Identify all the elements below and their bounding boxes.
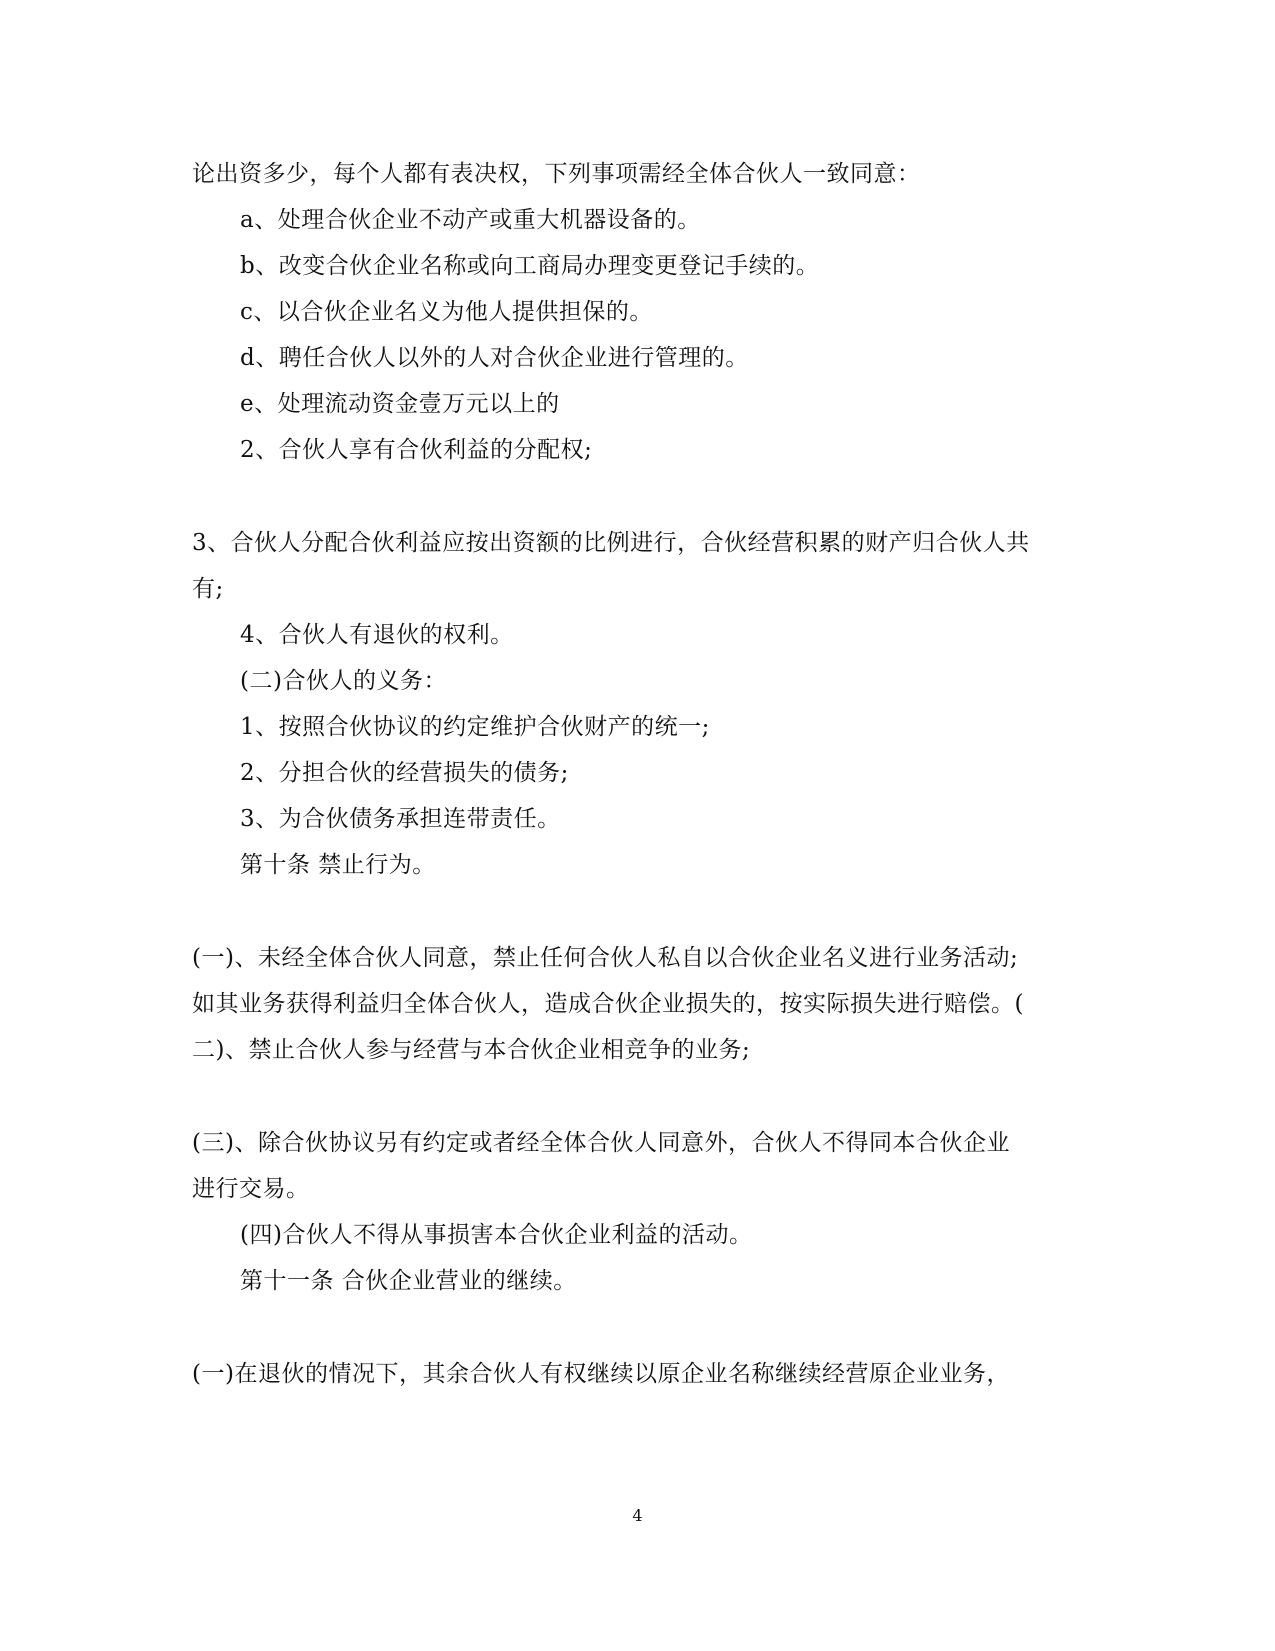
text-line: (三)、除合伙协议另有约定或者经全体合伙人同意外，合伙人不得同本合伙企业 (192, 1130, 1010, 1156)
list-item: b、改变合伙企业名称或向工商局办理变更登记手续的。 (240, 253, 820, 279)
list-item: a、处理合伙企业不动产或重大机器设备的。 (240, 207, 701, 233)
text-line: 3、合伙人分配合伙利益应按出资额的比例进行，合伙经营积累的财产归合伙人共 (192, 530, 1030, 556)
text-line: 进行交易。 (192, 1176, 310, 1202)
list-item: c、以合伙企业名义为他人提供担保的。 (240, 299, 653, 325)
text-line: 论出资多少，每个人都有表决权，下列事项需经全体合伙人一致同意： (192, 161, 921, 187)
list-item: 2、分担合伙的经营损失的债务; (240, 760, 569, 786)
text-line: (一)、未经全体合伙人同意，禁止任何合伙人私自以合伙企业名义进行业务活动; (192, 945, 1019, 971)
list-item: 2、合伙人享有合伙利益的分配权; (240, 437, 593, 463)
list-item: e、处理流动资金壹万元以上的 (240, 391, 560, 417)
article-heading: 第十条 禁止行为。 (240, 852, 436, 878)
text-line: (一)在退伙的情况下，其余合伙人有权继续以原企业名称继续经营原企业业务， (192, 1361, 1010, 1387)
section-heading: (二)合伙人的义务： (240, 668, 447, 694)
list-item: (四)合伙人不得从事损害本合伙企业利益的活动。 (240, 1222, 753, 1248)
list-item: d、聘任合伙人以外的人对合伙企业进行管理的。 (240, 345, 749, 371)
list-item: 3、为合伙债务承担连带责任。 (240, 806, 561, 832)
article-heading: 第十一条 合伙企业营业的继续。 (240, 1268, 577, 1294)
text-line: 有; (192, 576, 224, 602)
text-line: 二)、禁止合伙人参与经营与本合伙企业相竞争的业务; (192, 1037, 751, 1063)
list-item: 1、按照合伙协议的约定维护合伙财产的统一; (240, 714, 710, 740)
page-number: 4 (632, 1506, 643, 1525)
list-item: 4、合伙人有退伙的权利。 (240, 622, 514, 648)
text-line: 如其业务获得利益归全体合伙人，造成合伙企业损失的，按实际损失进行赔偿。( (192, 991, 1024, 1017)
